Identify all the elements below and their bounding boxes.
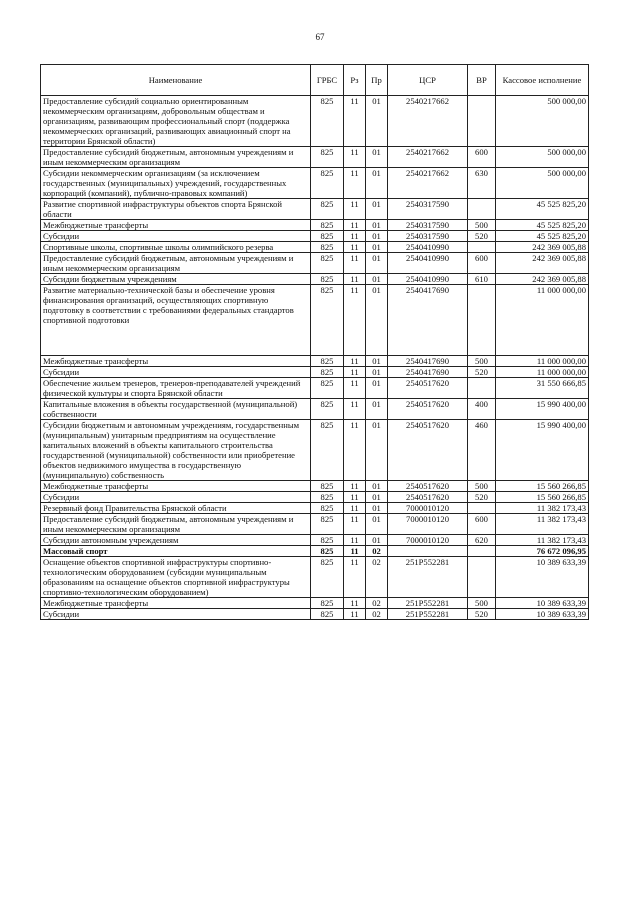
cell-name: Предоставление субсидий бюджетным, автономным учреждениям и иным некоммерческим организациям [41,147,311,168]
cell-rz: 11 [344,420,366,481]
cell-grbs: 825 [311,356,344,367]
cell-grbs: 825 [311,609,344,620]
cell-vr [468,378,496,399]
table-row [41,609,589,620]
cell-csr: 2540417690 [388,285,468,356]
cell-pr: 02 [366,598,388,609]
cell-name: Капитальные вложения в объекты государственной (муниципальной) собственности [41,399,311,420]
cell-rz: 11 [344,274,366,285]
cell-amount: 15 990 400,00 [496,399,589,420]
cell-pr: 01 [366,199,388,220]
cell-grbs: 825 [311,399,344,420]
cell-csr: 2540517620 [388,399,468,420]
cell-amount: 11 382 173,43 [496,503,589,514]
cell-csr: 251P552281 [388,557,468,598]
cell-amount: 500 000,00 [496,147,589,168]
cell-vr: 520 [468,609,496,620]
cell-vr: 600 [468,147,496,168]
cell-grbs: 825 [311,242,344,253]
cell-grbs: 825 [311,168,344,199]
cell-csr: 2540317590 [388,199,468,220]
cell-vr: 500 [468,220,496,231]
cell-pr: 01 [366,399,388,420]
cell-name: Межбюджетные трансферты [41,598,311,609]
cell-grbs: 825 [311,147,344,168]
cell-grbs: 825 [311,535,344,546]
cell-grbs: 825 [311,96,344,147]
cell-vr: 520 [468,367,496,378]
cell-vr: 500 [468,356,496,367]
cell-amount: 242 369 005,88 [496,253,589,274]
cell-csr: 251P552281 [388,609,468,620]
table-row [41,147,589,168]
cell-rz: 11 [344,285,366,356]
cell-pr: 01 [366,274,388,285]
cell-name: Субсидии [41,609,311,620]
cell-grbs: 825 [311,220,344,231]
cell-grbs: 825 [311,274,344,285]
cell-name: Обеспечение жильем тренеров, тренеров-преподавателей учреждений физической культуры и спорта Брянской области [41,378,311,399]
cell-pr: 01 [366,492,388,503]
cell-name: Массовый спорт [41,546,311,557]
table-body [41,96,589,620]
cell-name: Предоставление субсидий социально ориентированным некоммерческим организациям, добровольным обществам и организациям, развивающим профессиональный спорт (поддержка некоммерческих организаций, развивающих авиационный спорт на территории Брянской области) [41,96,311,147]
cell-grbs: 825 [311,378,344,399]
cell-amount: 10 389 633,39 [496,598,589,609]
cell-csr: 2540217662 [388,96,468,147]
cell-vr [468,503,496,514]
cell-name: Субсидии некоммерческим организациям (за исключением государственных (муниципальных) учреждений, государственных корпораций (компаний), публично-правовых компаний) [41,168,311,199]
cell-rz: 11 [344,535,366,546]
cell-csr: 7000010120 [388,514,468,535]
header-pr: Пр [366,65,388,96]
cell-vr: 620 [468,535,496,546]
cell-vr: 600 [468,514,496,535]
cell-grbs: 825 [311,367,344,378]
cell-name: Субсидии [41,367,311,378]
cell-pr: 01 [366,367,388,378]
cell-grbs: 825 [311,514,344,535]
cell-rz: 11 [344,96,366,147]
header-rz: Рз [344,65,366,96]
cell-pr: 01 [366,481,388,492]
table-row [41,231,589,242]
table-row [41,420,589,481]
cell-amount: 11 000 000,00 [496,367,589,378]
cell-name: Предоставление субсидий бюджетным, автономным учреждениям и иным некоммерческим организациям [41,514,311,535]
cell-pr: 01 [366,168,388,199]
table-row [41,514,589,535]
cell-pr: 01 [366,378,388,399]
cell-pr: 01 [366,147,388,168]
cell-grbs: 825 [311,598,344,609]
cell-csr: 2540417690 [388,356,468,367]
cell-csr: 2540410990 [388,242,468,253]
table-row [41,356,589,367]
table-row [41,274,589,285]
cell-pr: 01 [366,420,388,481]
cell-amount: 11 382 173,43 [496,514,589,535]
cell-amount: 31 550 666,85 [496,378,589,399]
cell-rz: 11 [344,367,366,378]
cell-name: Резервный фонд Правительства Брянской области [41,503,311,514]
budget-table [40,64,589,620]
cell-csr: 251P552281 [388,598,468,609]
table-row [41,535,589,546]
cell-csr: 7000010120 [388,535,468,546]
cell-amount: 45 525 825,20 [496,220,589,231]
cell-csr: 2540417690 [388,367,468,378]
cell-rz: 11 [344,242,366,253]
table-row [41,168,589,199]
cell-csr: 2540217662 [388,147,468,168]
cell-csr: 2540517620 [388,378,468,399]
cell-rz: 11 [344,168,366,199]
cell-name: Межбюджетные трансферты [41,481,311,492]
table-row [41,378,589,399]
table-row [41,546,589,557]
cell-name: Субсидии автономным учреждениям [41,535,311,546]
cell-rz: 11 [344,399,366,420]
cell-pr: 01 [366,356,388,367]
cell-name: Межбюджетные трансферты [41,356,311,367]
cell-vr: 400 [468,399,496,420]
cell-pr: 02 [366,546,388,557]
cell-rz: 11 [344,199,366,220]
cell-name: Оснащение объектов спортивной инфраструктуры спортивно-технологическим оборудованием (субсидии муниципальным образованиям на оснащение объектов спортивной инфраструктуры спортивно-технологическим оборудованием) [41,557,311,598]
cell-name: Межбюджетные трансферты [41,220,311,231]
cell-rz: 11 [344,609,366,620]
cell-pr: 02 [366,609,388,620]
cell-rz: 11 [344,514,366,535]
cell-csr: 2540217662 [388,168,468,199]
cell-vr: 460 [468,420,496,481]
cell-rz: 11 [344,356,366,367]
cell-csr: 2540517620 [388,481,468,492]
cell-vr [468,285,496,356]
cell-rz: 11 [344,598,366,609]
cell-amount: 15 560 266,85 [496,492,589,503]
cell-name: Субсидии бюджетным учреждениям [41,274,311,285]
cell-vr: 520 [468,231,496,242]
header-vr: ВР [468,65,496,96]
cell-amount: 10 389 633,39 [496,557,589,598]
cell-csr [388,546,468,557]
table-row [41,598,589,609]
cell-csr: 2540317590 [388,220,468,231]
header-csr: ЦСР [388,65,468,96]
cell-vr: 610 [468,274,496,285]
cell-csr: 7000010120 [388,503,468,514]
table-row [41,96,589,147]
cell-amount: 11 382 173,43 [496,535,589,546]
table-row [41,253,589,274]
cell-amount: 242 369 005,88 [496,242,589,253]
cell-amount: 10 389 633,39 [496,609,589,620]
cell-grbs: 825 [311,420,344,481]
cell-amount: 45 525 825,20 [496,199,589,220]
table-row [41,557,589,598]
cell-rz: 11 [344,220,366,231]
header-name: Наименование [41,65,311,96]
cell-rz: 11 [344,481,366,492]
cell-csr: 2540317590 [388,231,468,242]
cell-pr: 01 [366,503,388,514]
cell-vr: 600 [468,253,496,274]
cell-pr: 01 [366,231,388,242]
table-row [41,367,589,378]
cell-amount: 76 672 096,95 [496,546,589,557]
cell-grbs: 825 [311,492,344,503]
table-row [41,220,589,231]
cell-amount: 242 369 005,88 [496,274,589,285]
cell-amount: 45 525 825,20 [496,231,589,242]
cell-grbs: 825 [311,253,344,274]
cell-amount: 15 990 400,00 [496,420,589,481]
cell-grbs: 825 [311,546,344,557]
cell-amount: 15 560 266,85 [496,481,589,492]
cell-csr: 2540410990 [388,274,468,285]
cell-rz: 11 [344,492,366,503]
cell-vr [468,557,496,598]
cell-csr: 2540517620 [388,420,468,481]
cell-pr: 01 [366,514,388,535]
cell-pr: 01 [366,285,388,356]
cell-pr: 01 [366,242,388,253]
page-number: 67 [315,32,325,42]
cell-amount: 500 000,00 [496,96,589,147]
cell-name: Субсидии бюджетным и автономным учреждениям, государственным (муниципальным) унитарным предприятиям на осуществление капитальных вложений в объекты капитального строительства государственной (муниципальной) собственности или приобретение объектов недвижимого имущества в государственную (муниципальную) собственность [41,420,311,481]
cell-name: Развитие материально-технической базы и обеспечение уровня финансирования организаций, осуществляющих спортивную подготовку в соответствии с требованиями федеральных стандартов спортивной подготовки [41,285,311,356]
cell-grbs: 825 [311,199,344,220]
cell-grbs: 825 [311,231,344,242]
cell-name: Развитие спортивной инфраструктуры объектов спорта Брянской области [41,199,311,220]
cell-pr: 01 [366,535,388,546]
table-row [41,199,589,220]
cell-pr: 01 [366,253,388,274]
cell-vr: 520 [468,492,496,503]
cell-pr: 01 [366,96,388,147]
cell-vr [468,242,496,253]
cell-grbs: 825 [311,481,344,492]
cell-amount: 11 000 000,00 [496,285,589,356]
table-row [41,399,589,420]
table-row [41,285,589,356]
table-row [41,503,589,514]
cell-name: Субсидии [41,492,311,503]
cell-vr [468,96,496,147]
cell-rz: 11 [344,231,366,242]
cell-rz: 11 [344,253,366,274]
cell-name: Спортивные школы, спортивные школы олимпийского резерва [41,242,311,253]
table-row [41,242,589,253]
cell-vr: 500 [468,598,496,609]
cell-grbs: 825 [311,285,344,356]
cell-vr [468,199,496,220]
cell-rz: 11 [344,503,366,514]
cell-rz: 11 [344,378,366,399]
cell-name: Предоставление субсидий бюджетным, автономным учреждениям и иным некоммерческим организациям [41,253,311,274]
table-row [41,492,589,503]
cell-pr: 01 [366,220,388,231]
cell-grbs: 825 [311,557,344,598]
table-row [41,481,589,492]
cell-rz: 11 [344,557,366,598]
cell-amount: 11 000 000,00 [496,356,589,367]
cell-rz: 11 [344,147,366,168]
header-grbs: ГРБС [311,65,344,96]
cell-pr: 02 [366,557,388,598]
cell-vr: 500 [468,481,496,492]
cell-grbs: 825 [311,503,344,514]
cell-csr: 2540410990 [388,253,468,274]
cell-csr: 2540517620 [388,492,468,503]
cell-vr [468,546,496,557]
cell-rz: 11 [344,546,366,557]
header-amount: Кассовое исполнение [496,65,589,96]
cell-vr: 630 [468,168,496,199]
cell-amount: 500 000,00 [496,168,589,199]
cell-name: Субсидии [41,231,311,242]
table-header-row [41,65,589,96]
